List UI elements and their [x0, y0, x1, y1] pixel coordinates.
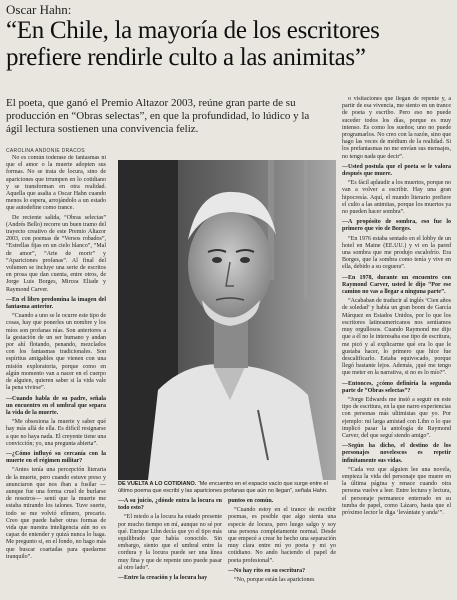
article-deck: El poeta, que ganó el Premio Altazor 2003, reúne gran parte de su producción en “Obras selectas”, en que la profundidad, lo lúdico y la ágil lectura sostienen una convivencia feliz.	[6, 97, 310, 135]
interview-question: —¿Cómo influyó su cercanía con la muerte en el régimen militar?	[6, 450, 106, 465]
interview-question: —No hay rito en su escritura?	[228, 567, 306, 574]
article-paragraph: “Antes tenía una percepción literaria de la muerte, pero cuando estuve preso y anunciaron que nos iban a fusilar —aunque fue una forma cruel de burlarse de nosotros— sentí que la muerte me estaba mirando los talones. Tuve suerte, todo se me volvió efímero, precario. Creo que puede haber otras formas de vida que nuestra inteligencia aún no es capaz de entender y quizá nunca lo haga. Me pregunto si, en el fondo, no hago más que buscar coartadas para quedarme tranquilo”.	[6, 467, 106, 560]
photo-caption	[118, 481, 336, 494]
interview-question: —En 1978, durante un encuentro con Raymond Carver, usted le dijo “Por ese camino no vas a llegar a ninguna parte”.	[342, 274, 451, 296]
interview-question: —Según ha dicho, el destino de los personajes novelescos es repetir infinitamente sus vidas.	[342, 443, 451, 464]
interview-question: —A su juicio, ¿dónde entra la locura en todo esto?	[118, 498, 222, 512]
article-paragraph: De reciente salida, “Obras selectas” (Andrés Bello) recorre un buen tramo del trayecto creativo de este Premio Altazor 2003, con poemas de “Versos robados”, “Estrellas fijas en un cielo blanco”, “Mal de amor”, “Arte de morir” y “Apariciones profanas”. Al final del volumen se incluye una serie de escritos en prosa que dan cuenta, entre otros, de Jorge Luis Borges, Mircea Eliade y Raymond Carver.	[6, 214, 106, 293]
interview-question: puntos en común.	[228, 498, 274, 504]
middle-column-a	[118, 495, 222, 597]
article-paragraph: o visitaciones que llegan de repente y, a partir de esa vivencia, me siento en un trance de poeta y escribo. Pero eso no puede suceder todos los días, porque es muy intenso. Es como los sueños; uno no puede programarlos. No creo con la razón, sino que hago las veces de médium de la realidad. Si los prefantasmas no me envían sus mensajes, no tengo nada que decir”.	[342, 96, 451, 160]
article-headline: “En Chile, la mayoría de los escritores prefiere rendirle culto a las animitas”	[6, 17, 380, 71]
right-column	[342, 96, 451, 596]
photo-caption-title: DE VUELTA A LO COTIDIANO.	[118, 481, 197, 487]
interview-question: —Entre la creación y la locura hay	[118, 575, 208, 582]
article-paragraph: “No, porque están las apariciones	[234, 577, 315, 584]
middle-column-b	[228, 495, 336, 597]
article-paragraph: “Es fácil aplaudir a los muertos, porque no van a volver a escribir. Hay una gran hipocresía. Aquí, el mundo literario prefiere el culto a las animitas, porque los muertos ya no pueden hacer sombra”.	[342, 180, 451, 216]
article-paragraph: “Jorge Edwards me instó a seguir en este tipo de escritura, en la que narro experiencias con personas más ultimistas que yo. Por ejemplo: mi larga amistad con Lihn o lo que implicó pasar la antología de Raymond Carver, del que seguí siendo amigo”.	[342, 396, 451, 439]
article-paragraph: “Cuando a uno se le ocurre este tipo de cosas, hay que ponerles un nombre y los míos son profanas nías. Son anteriores a la gestación de un ser humano y andan por ahí flotando, penando, mezclados con los fantasmas tradicionales. Son espíritus amigables que vienen con una misión exploratoria, porque como en algún momento van a nacer en el cuerpo de alguien, quieren saber si la vida vale la pena vivirse”.	[6, 313, 106, 392]
left-column	[6, 155, 106, 597]
article-paragraph: “El miedo a la locura ha estado presente por mucho tiempo en mí, aunque no sé por qué. Enrique Lihn decía que yo el tipo más equilibrado que había conocido. Sin embargo, siento que el umbral entre la cordura y la locura puede ser una línea muy fina y que de repente uno puede pasar al otro lado”.	[118, 514, 222, 571]
author-portrait-image	[118, 160, 336, 480]
article-paragraph: No es común toderase de fantasmas ni que el amor o la muerte adopten sus formas. No se trata de locura, sino de apariciones que irrumpen en lo cotidiano y se transforman en otra realidad. Aquella que asalta a Oscar Hahn cuando menos lo espera, arrojándolo a un estado que autodefine como trance.	[6, 155, 106, 212]
article-paragraph: “Cada vez que alguien lee una novela, empieza la vida del personaje que muere en la última página y renace cuando otra persona vuelve a leer. Entre lectura y lectura, el personaje permanece enterrado en su tumba de papel, como Lázaro, hasta que el próximo lector le diga ‘levántate y anda’”.	[342, 466, 451, 516]
article-paragraph: “Acababan de traducir al inglés ‘Cien años de soledad’ y había un gran boom de García Márquez en Estados Unidos, por lo que los escritores latinoamericanos nos sentíamos muy orgullosos. Cuando Raymond me dijo que a él no le interesaba ese tipo de escritura, me picó y al explicarme qué era lo que le gustaba hacer, lo primero que hice fue descalificarlo. Estaba equivocado, porque llegó bastante lejos. Además, ¡qué me tengo que meter en la narrativa, si no es lo mío?”.	[342, 298, 451, 377]
interview-question: —Cuando habla de su padre, señala un encuentro en el umbral que separa la vida de la muerte.	[6, 395, 106, 416]
interview-question: —Entonces, ¿cómo definiría la segunda parte de “Obras selectas”?	[342, 380, 451, 394]
article-byline: CAROLINA ANDONIE DRACOS	[6, 148, 85, 154]
article-paragraph: “Me obsesiona la muerte y saber qué hay más allá de ella. Es difícil resignarse a que no haya nada. El creyente tiene una convicción; yo, una pregunta abierta”.	[6, 419, 106, 447]
interview-question: —En el libro predomina la imagen del fantasma anterior.	[6, 296, 106, 311]
photo-caption-text: “Me encuentro en el espacio vacío que surge entre el último poema que escribí y las apariciones profanas que aún no llegan”, señala Hahn.	[118, 481, 328, 494]
author-photo	[118, 160, 336, 480]
article-paragraph: “Cuando estoy en el trance de escribir poemas, es posible que algo sienta una especie de locura, pero luego salgo y soy una persona completamente normal. Desde que empecé a crear he hecho una separación muy clara entre mí yo poeta y mi yo cotidiano. No ando haciendo el papel de poeta profesional”.	[228, 507, 336, 564]
interview-question: —Usted postula que el poeta se le valora después que muere.	[342, 163, 451, 178]
article-kicker: Oscar Hahn:	[6, 2, 72, 17]
interview-question: —A propósito de sombra, eso fue lo primero que vio de Borges.	[342, 219, 451, 233]
article-paragraph: “En 1976 estaba sentado en el lobby de un hotel en Maine (EE.UU.) y vi en la pared una sombra que me produjo escalofrío. Era Borges, que la sombra como tenía y vive en ella, debido a su ceguera”.	[342, 235, 451, 271]
